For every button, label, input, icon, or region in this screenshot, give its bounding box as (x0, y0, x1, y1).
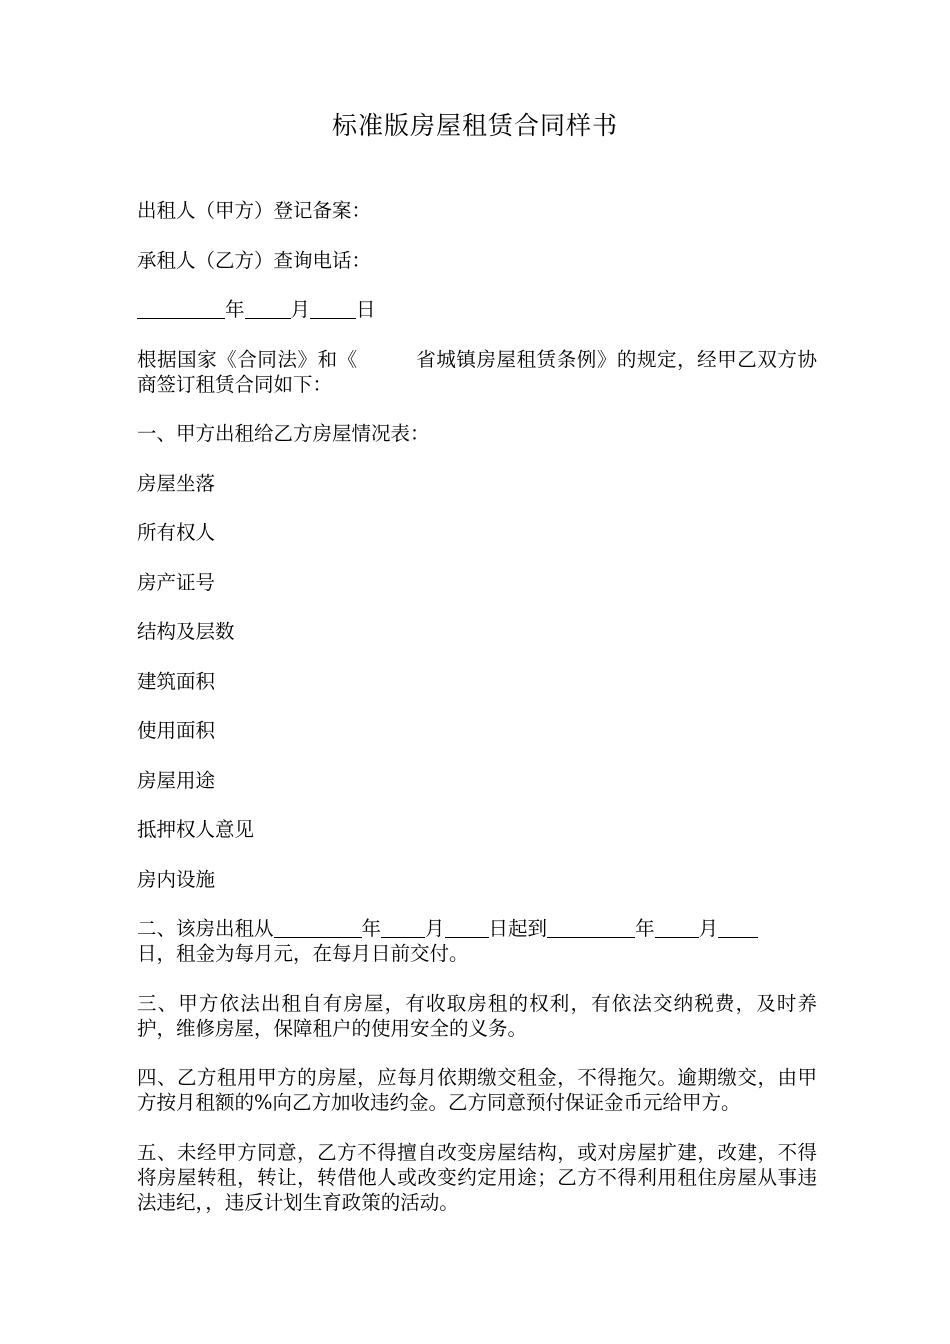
month-blank[interactable] (245, 298, 291, 319)
section2-month2: 月 (698, 917, 719, 940)
house-item: 结构及层数 (137, 620, 235, 643)
end-year-blank[interactable] (547, 917, 635, 938)
document-title: 标准版房屋租赁合同样书 (331, 111, 618, 140)
contract-body (137, 198, 817, 1239)
end-month-blank[interactable] (655, 917, 699, 938)
date-month-label: 月 (290, 298, 311, 321)
house-item: 房产证号 (137, 570, 216, 594)
house-item: 房屋用途 (137, 768, 216, 792)
date-day-label: 日 (356, 298, 376, 321)
section2-lead: 二、该房出租从 (137, 917, 274, 940)
section2-paragraph (137, 916, 817, 966)
intro-part-a: 根据国家《合同法》和《 (137, 347, 358, 371)
date-line (137, 297, 817, 322)
section2-year1: 年 (361, 917, 382, 940)
house-item: 房内设施 (137, 867, 216, 891)
start-month-blank[interactable] (381, 917, 425, 938)
section4-paragraph: 四、乙方租用甲方的房屋，应每月依期缴交租金，不得拖欠。逾期缴交，由甲方按月租额的%向乙方加收违约金。乙方同意预付保证金币元给甲方。 (137, 1066, 817, 1114)
house-item: 所有权人 (137, 521, 216, 544)
house-item: 抵押权人意见 (137, 818, 255, 841)
house-item: 房屋坐落 (137, 471, 216, 495)
house-item: 使用面积 (137, 719, 216, 742)
section1-heading: 一、甲方出租给乙方房屋情况表： (137, 422, 430, 445)
date-year-label: 年 (225, 298, 245, 321)
year-blank[interactable] (137, 298, 225, 319)
start-year-blank[interactable] (274, 917, 362, 938)
section2-tail: 日，租金为每月元，在每月日前交付。 (137, 942, 469, 965)
section2-year2: 年 (635, 917, 655, 940)
day-blank[interactable] (310, 298, 356, 319)
end-day-blank[interactable] (718, 917, 758, 938)
lessor-line: 出租人（甲方）登记备案： (137, 199, 372, 222)
lessee-line: 承租人（乙方）查询电话： (137, 248, 372, 272)
section3-paragraph: 三、甲方依法出租自有房屋，有收取房租的权利，有依法交纳税费，及时养护，维修房屋，保障租户的使用安全的义务。 (137, 991, 817, 1040)
intro-paragraph (137, 347, 817, 397)
intro-part-b: 省城镇房屋租赁条例》的规定，经甲乙双方协商签订租赁合同如下： (137, 347, 817, 396)
section5-paragraph: 五、未经甲方同意，乙方不得擅自改变房屋结构，或对房屋扩建，改建，不得将房屋转租，转让，转借他人或改变约定用途；乙方不得利用租住房屋从事违法违纪，，违反计划生育政策的活动。 (137, 1140, 817, 1214)
section2-month1: 月 (425, 917, 445, 940)
house-item: 建筑面积 (137, 669, 216, 693)
start-day-blank[interactable] (445, 917, 489, 938)
section2-to: 日起到 (488, 917, 548, 940)
